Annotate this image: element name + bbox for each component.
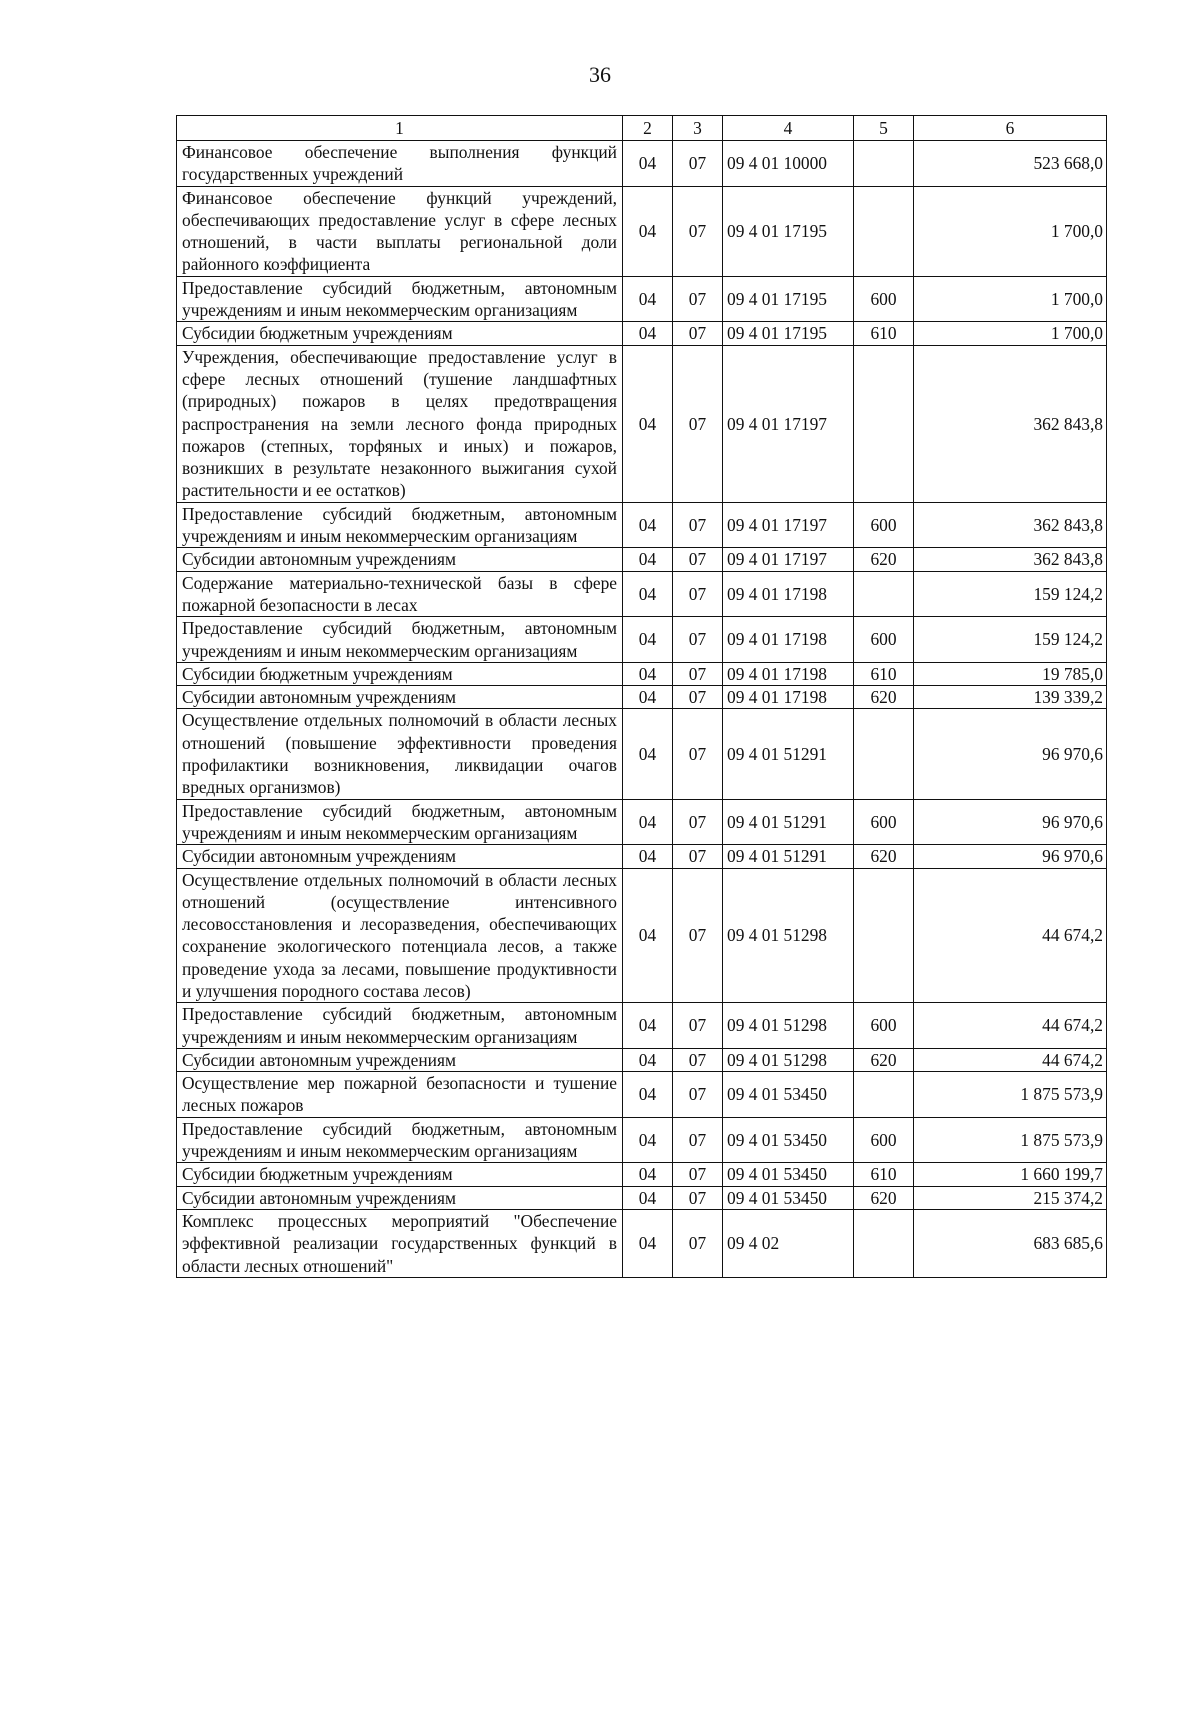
row-subsection: 07 <box>673 186 723 276</box>
row-amount: 96 970,6 <box>914 845 1107 868</box>
row-amount: 1 700,0 <box>914 276 1107 322</box>
row-section: 04 <box>623 141 673 187</box>
row-amount: 523 668,0 <box>914 141 1107 187</box>
row-section: 04 <box>623 868 673 1003</box>
row-subsection: 07 <box>673 1209 723 1277</box>
table-row <box>177 1072 1107 1118</box>
row-name: Предоставление субсидий бюджетным, автономным учреждениям и иным некоммерческим организациям <box>177 799 623 845</box>
table-row <box>177 1003 1107 1049</box>
row-amount: 139 339,2 <box>914 686 1107 709</box>
row-amount: 1 700,0 <box>914 186 1107 276</box>
table-row <box>177 571 1107 617</box>
row-subsection: 07 <box>673 571 723 617</box>
row-amount: 215 374,2 <box>914 1186 1107 1209</box>
row-section: 04 <box>623 845 673 868</box>
row-section: 04 <box>623 502 673 548</box>
row-expense-type <box>854 186 914 276</box>
row-amount: 1 875 573,9 <box>914 1117 1107 1163</box>
page-number: 36 <box>589 62 611 87</box>
row-section: 04 <box>623 617 673 663</box>
row-target-article: 09 4 01 17195 <box>723 186 854 276</box>
row-expense-type: 610 <box>854 662 914 685</box>
row-target-article: 09 4 01 17198 <box>723 571 854 617</box>
row-expense-type <box>854 571 914 617</box>
row-amount: 44 674,2 <box>914 1003 1107 1049</box>
row-expense-type: 620 <box>854 1186 914 1209</box>
table-row <box>177 686 1107 709</box>
row-expense-type: 610 <box>854 322 914 345</box>
row-expense-type <box>854 1209 914 1277</box>
row-expense-type: 600 <box>854 1003 914 1049</box>
table-row <box>177 709 1107 799</box>
row-target-article: 09 4 01 17195 <box>723 276 854 322</box>
row-target-article: 09 4 01 51291 <box>723 709 854 799</box>
row-name: Комплекс процессных мероприятий "Обеспечение эффективной реализации государственных функций в области лесных отношений" <box>177 1209 623 1277</box>
row-name: Субсидии бюджетным учреждениям <box>177 322 623 345</box>
table-row <box>177 1209 1107 1277</box>
table-row <box>177 322 1107 345</box>
row-subsection: 07 <box>673 1163 723 1186</box>
row-expense-type: 600 <box>854 502 914 548</box>
row-expense-type: 620 <box>854 686 914 709</box>
row-subsection: 07 <box>673 868 723 1003</box>
row-amount: 96 970,6 <box>914 799 1107 845</box>
table-row <box>177 662 1107 685</box>
row-section: 04 <box>623 1003 673 1049</box>
row-subsection: 07 <box>673 845 723 868</box>
row-target-article: 09 4 02 <box>723 1209 854 1277</box>
header-col-6: 6 <box>914 116 1107 141</box>
row-amount: 362 843,8 <box>914 345 1107 502</box>
row-section: 04 <box>623 1186 673 1209</box>
row-expense-type: 620 <box>854 548 914 571</box>
row-name: Финансовое обеспечение функций учреждений, обеспечивающих предоставление услуг в сфере лесных отношений, в части выплаты региональной доли районного коэффициента <box>177 186 623 276</box>
row-section: 04 <box>623 322 673 345</box>
row-amount: 44 674,2 <box>914 868 1107 1003</box>
row-section: 04 <box>623 345 673 502</box>
row-name: Предоставление субсидий бюджетным, автономным учреждениям и иным некоммерческим организациям <box>177 276 623 322</box>
row-section: 04 <box>623 1048 673 1071</box>
row-target-article: 09 4 01 51298 <box>723 868 854 1003</box>
row-subsection: 07 <box>673 1117 723 1163</box>
row-name: Субсидии автономным учреждениям <box>177 548 623 571</box>
row-expense-type: 600 <box>854 799 914 845</box>
table-row <box>177 502 1107 548</box>
row-target-article: 09 4 01 51291 <box>723 845 854 868</box>
row-amount: 362 843,8 <box>914 502 1107 548</box>
table-row <box>177 845 1107 868</box>
row-subsection: 07 <box>673 276 723 322</box>
row-name: Содержание материально-технической базы в сфере пожарной безопасности в лесах <box>177 571 623 617</box>
row-expense-type: 600 <box>854 1117 914 1163</box>
row-subsection: 07 <box>673 799 723 845</box>
row-section: 04 <box>623 709 673 799</box>
row-name: Предоставление субсидий бюджетным, автономным учреждениям и иным некоммерческим организациям <box>177 502 623 548</box>
table-body <box>177 141 1107 1278</box>
table-row <box>177 1048 1107 1071</box>
row-target-article: 09 4 01 17195 <box>723 322 854 345</box>
table-row <box>177 345 1107 502</box>
row-amount: 159 124,2 <box>914 571 1107 617</box>
table-row <box>177 141 1107 187</box>
row-section: 04 <box>623 1209 673 1277</box>
row-amount: 1 660 199,7 <box>914 1163 1107 1186</box>
row-expense-type: 620 <box>854 1048 914 1071</box>
row-expense-type <box>854 868 914 1003</box>
row-name: Осуществление отдельных полномочий в области лесных отношений (повышение эффективности проведения профилактики возникновения, ликвидации очагов вредных организмов) <box>177 709 623 799</box>
table-row <box>177 186 1107 276</box>
row-target-article: 09 4 01 17197 <box>723 345 854 502</box>
row-expense-type: 610 <box>854 1163 914 1186</box>
row-name: Предоставление субсидий бюджетным, автономным учреждениям и иным некоммерческим организациям <box>177 1117 623 1163</box>
row-expense-type <box>854 345 914 502</box>
row-target-article: 09 4 01 51291 <box>723 799 854 845</box>
row-expense-type: 600 <box>854 276 914 322</box>
row-name: Осуществление отдельных полномочий в области лесных отношений (осуществление интенсивного лесовосстановления и лесоразведения, обеспечивающих сохранение экологического потенциала лесов, а также проведение ухода за лесами, повышение продуктивности и улучшения породного состава лесов) <box>177 868 623 1003</box>
row-name: Предоставление субсидий бюджетным, автономным учреждениям и иным некоммерческим организациям <box>177 617 623 663</box>
row-target-article: 09 4 01 17197 <box>723 548 854 571</box>
row-target-article: 09 4 01 17197 <box>723 502 854 548</box>
row-name: Субсидии бюджетным учреждениям <box>177 1163 623 1186</box>
row-expense-type <box>854 709 914 799</box>
row-target-article: 09 4 01 10000 <box>723 141 854 187</box>
row-target-article: 09 4 01 17198 <box>723 686 854 709</box>
row-subsection: 07 <box>673 502 723 548</box>
row-subsection: 07 <box>673 1186 723 1209</box>
row-amount: 44 674,2 <box>914 1048 1107 1071</box>
row-section: 04 <box>623 186 673 276</box>
row-subsection: 07 <box>673 709 723 799</box>
budget-table <box>176 115 1107 1278</box>
row-name: Учреждения, обеспечивающие предоставление услуг в сфере лесных отношений (тушение ландшафтных (природных) пожаров в целях предотвращения распространения на земли лесного фонда природных пожаров (степных, торфяных и иных) и пожаров, возникших в результате незаконного выжигания сухой растительности и ее остатков) <box>177 345 623 502</box>
row-target-article: 09 4 01 53450 <box>723 1163 854 1186</box>
row-amount: 1 875 573,9 <box>914 1072 1107 1118</box>
row-amount: 1 700,0 <box>914 322 1107 345</box>
table-row <box>177 617 1107 663</box>
row-section: 04 <box>623 1117 673 1163</box>
row-section: 04 <box>623 1163 673 1186</box>
header-col-3: 3 <box>673 116 723 141</box>
row-name: Субсидии автономным учреждениям <box>177 686 623 709</box>
row-name: Субсидии бюджетным учреждениям <box>177 662 623 685</box>
row-name: Предоставление субсидий бюджетным, автономным учреждениям и иным некоммерческим организациям <box>177 1003 623 1049</box>
row-section: 04 <box>623 571 673 617</box>
row-subsection: 07 <box>673 1003 723 1049</box>
row-name: Субсидии автономным учреждениям <box>177 1048 623 1071</box>
header-col-2: 2 <box>623 116 673 141</box>
row-subsection: 07 <box>673 686 723 709</box>
row-subsection: 07 <box>673 1048 723 1071</box>
row-name: Субсидии автономным учреждениям <box>177 845 623 868</box>
row-expense-type <box>854 1072 914 1118</box>
row-target-article: 09 4 01 53450 <box>723 1072 854 1118</box>
row-subsection: 07 <box>673 617 723 663</box>
row-subsection: 07 <box>673 322 723 345</box>
row-section: 04 <box>623 686 673 709</box>
table-row <box>177 276 1107 322</box>
row-target-article: 09 4 01 53450 <box>723 1186 854 1209</box>
row-expense-type: 600 <box>854 617 914 663</box>
row-amount: 159 124,2 <box>914 617 1107 663</box>
table-row <box>177 868 1107 1003</box>
table-row <box>177 1163 1107 1186</box>
row-subsection: 07 <box>673 345 723 502</box>
row-name: Субсидии автономным учреждениям <box>177 1186 623 1209</box>
table-row <box>177 1117 1107 1163</box>
row-amount: 683 685,6 <box>914 1209 1107 1277</box>
row-name: Финансовое обеспечение выполнения функций государственных учреждений <box>177 141 623 187</box>
row-target-article: 09 4 01 51298 <box>723 1048 854 1071</box>
header-col-5: 5 <box>854 116 914 141</box>
header-row <box>177 116 1107 141</box>
row-amount: 96 970,6 <box>914 709 1107 799</box>
table-row <box>177 548 1107 571</box>
row-target-article: 09 4 01 51298 <box>723 1003 854 1049</box>
row-section: 04 <box>623 276 673 322</box>
row-target-article: 09 4 01 17198 <box>723 662 854 685</box>
table-row <box>177 1186 1107 1209</box>
header-col-1: 1 <box>177 116 623 141</box>
row-target-article: 09 4 01 53450 <box>723 1117 854 1163</box>
row-section: 04 <box>623 1072 673 1118</box>
row-section: 04 <box>623 662 673 685</box>
row-subsection: 07 <box>673 141 723 187</box>
row-name: Осуществление мер пожарной безопасности и тушение лесных пожаров <box>177 1072 623 1118</box>
header-col-4: 4 <box>723 116 854 141</box>
row-section: 04 <box>623 799 673 845</box>
table-row <box>177 799 1107 845</box>
row-subsection: 07 <box>673 548 723 571</box>
row-amount: 362 843,8 <box>914 548 1107 571</box>
row-target-article: 09 4 01 17198 <box>723 617 854 663</box>
row-subsection: 07 <box>673 662 723 685</box>
row-expense-type <box>854 141 914 187</box>
row-expense-type: 620 <box>854 845 914 868</box>
row-section: 04 <box>623 548 673 571</box>
row-subsection: 07 <box>673 1072 723 1118</box>
row-amount: 19 785,0 <box>914 662 1107 685</box>
